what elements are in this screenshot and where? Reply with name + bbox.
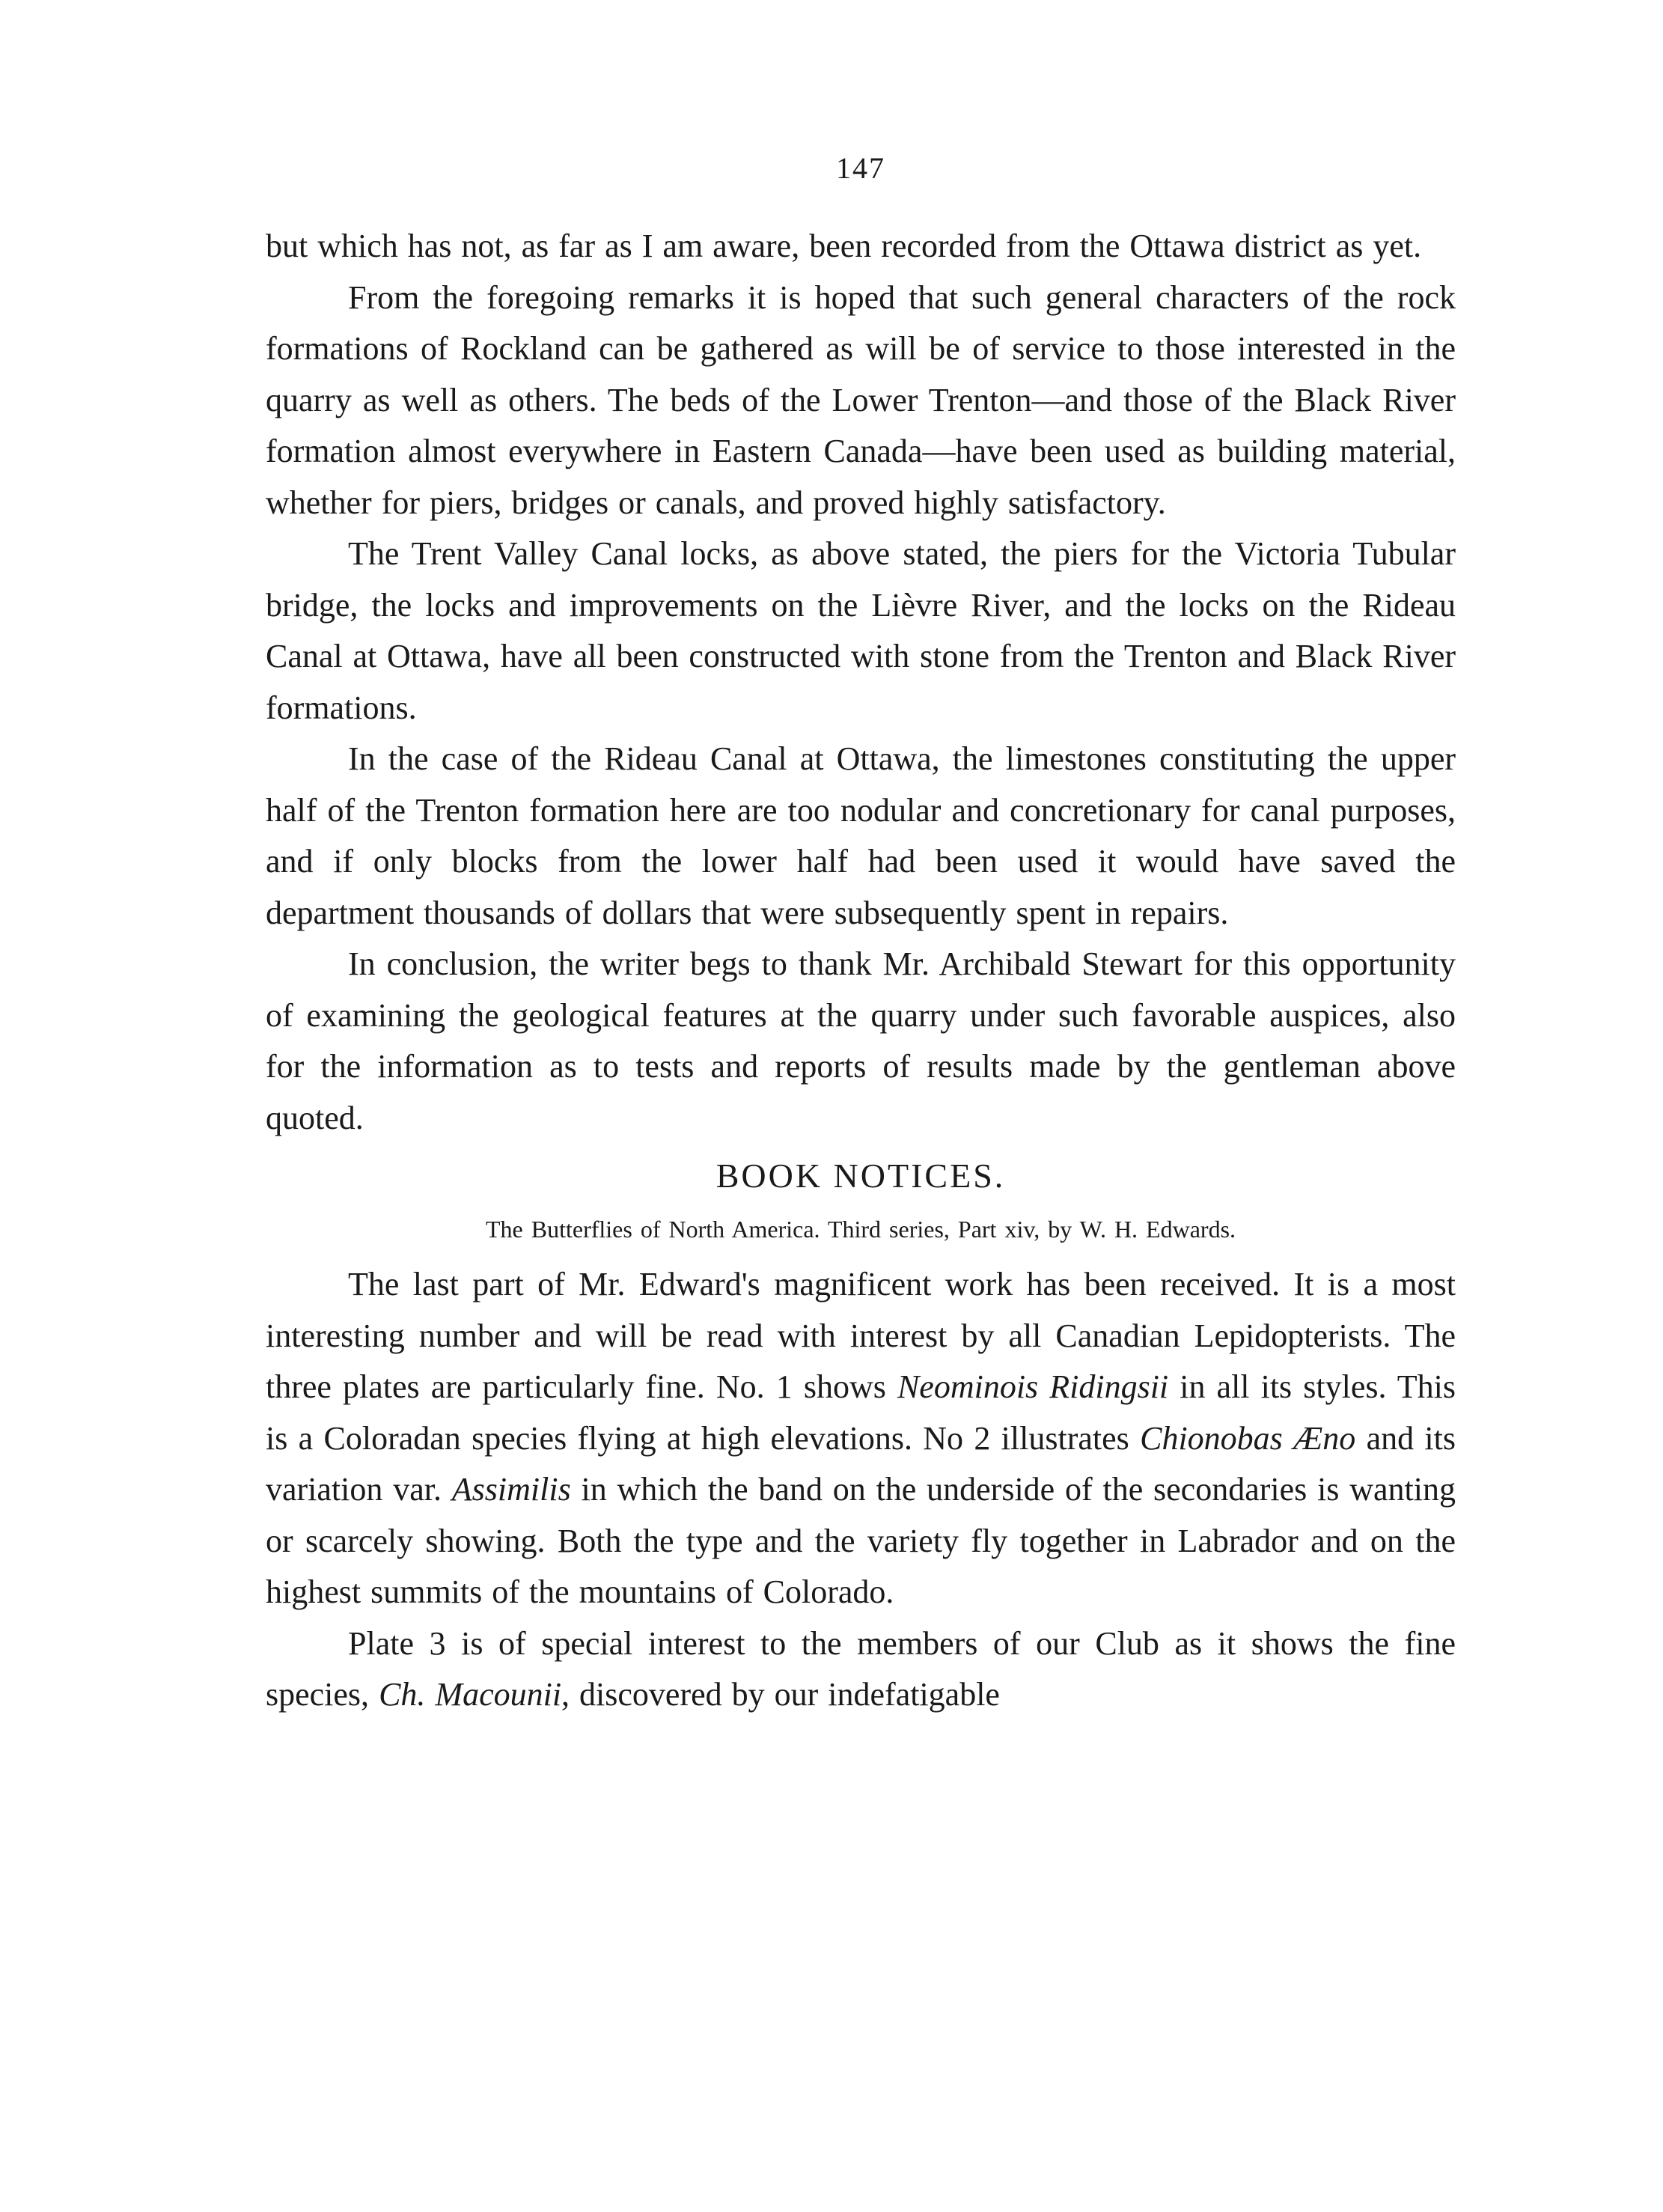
species-name: Neominois Ridingsii	[897, 1368, 1169, 1405]
species-name: Ch. Macounii	[379, 1676, 562, 1713]
paragraph-text: The Trent Valley Canal locks, as above stated, the piers for the Victoria Tubular bridge, the locks and improvements on the Lièvre River, and the locks on the Rideau Canal at Ottawa, have all been constructed with stone from the Trenton and Black River formations.	[266, 535, 1456, 726]
book-citation: The Butterflies of North America. Third series, Part xiv, by W. H. Edwards.	[485, 1216, 1236, 1243]
paragraph-text: but which has not, as far as I am aware, been recorded from the Ottawa district as yet.	[266, 228, 1422, 264]
paragraph-text: in which the band on the underside of the secondaries is wanting or scarcely showing. Both the type and the variety fly together in Labrador and on the highest summits of the mountains of Colorado.	[266, 1471, 1456, 1610]
paragraph-text: and its variation var.	[266, 1419, 1456, 1508]
paragraph	[266, 221, 1456, 272]
document-page	[266, 146, 1456, 1721]
paragraph-text: , discovered by our indefatigable	[561, 1676, 1000, 1713]
paragraph-text: In the case of the Rideau Canal at Ottawa, the limestones constituting the upper half of the Trenton formation here are too nodular and concretionary for canal purposes, and if only blocks from the lower half had been used it would have saved the department thousands of dollars that were subsequently spent in repairs.	[266, 740, 1456, 931]
section-heading: BOOK NOTICES.	[715, 1157, 1006, 1195]
paragraph	[266, 528, 1456, 734]
paragraph	[266, 272, 1456, 529]
paragraph-text: The last part of Mr. Edward's magnificent work has been received. It is a most interesting number and will be read with interest by all Canadian Lepidopterists. The three plates are particularly fine. No. 1 shows	[266, 1266, 1456, 1405]
paragraph-text: in all its styles. This is a Coloradan species flying at high elevations. No 2 illustrates	[266, 1368, 1456, 1457]
species-name: Assimilis	[451, 1471, 571, 1508]
article-conclusion	[266, 221, 1456, 1144]
page-number: 147	[836, 151, 885, 185]
book-notice-review	[266, 1259, 1456, 1721]
paragraph	[266, 1259, 1456, 1618]
paragraph	[266, 1618, 1456, 1721]
paragraph-text: Plate 3 is of special interest to the members of our Club as it shows the fine species,	[266, 1624, 1456, 1713]
species-name: Chionobas Æno	[1140, 1419, 1356, 1457]
paragraph-text: In conclusion, the writer begs to thank Mr. Archibald Stewart for this opportunity of examining the geological features at the quarry under such favorable auspices, also for the information as to tests and reports of results made by the gentleman above quoted.	[266, 945, 1456, 1136]
paragraph	[266, 939, 1456, 1144]
paragraph-text: From the foregoing remarks it is hoped that such general characters of the rock formations of Rockland can be gathered as will be of service to those interested in the quarry as well as others. The beds of the Lower Trenton—and those of the Black River formation almost everywhere in Eastern Canada—have been used as building material, whether for piers, bridges or canals, and proved highly satisfactory.	[266, 278, 1456, 521]
paragraph	[266, 734, 1456, 939]
